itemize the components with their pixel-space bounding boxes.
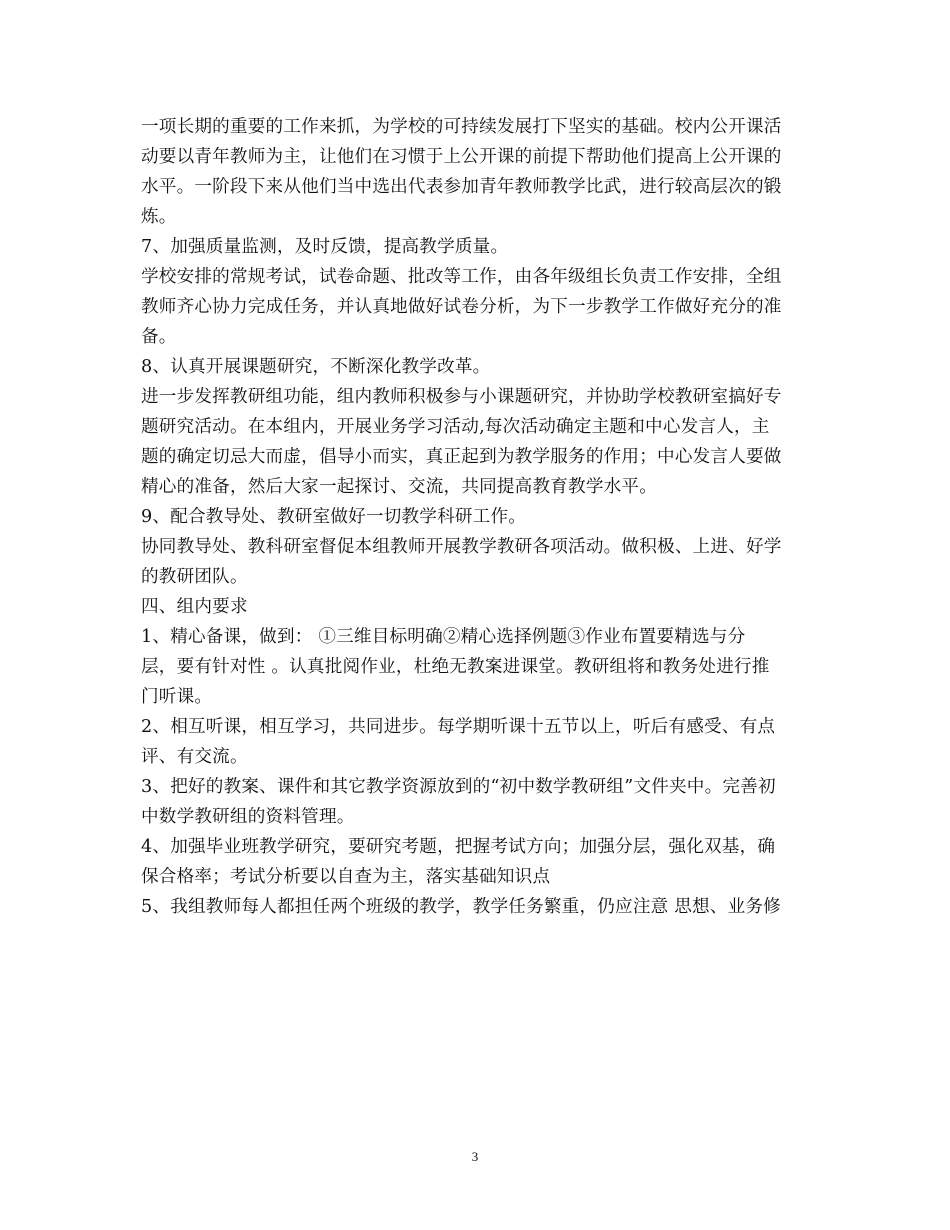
text-line: 炼。 [141,207,177,227]
section-heading: 8、认真开展课题研究，不断深化教学改革。 [141,357,491,377]
text-line: 4、加强毕业班教学研究，要研究考题，把握考试方向；加强分层，强化双基，确 [141,837,776,857]
text-line: 题的确定切忌大而虚，倡导小而实，真正起到为教学服务的作用；中心发言人要做 [141,447,782,467]
text-line: 学校安排的常规考试，试卷命题、批改等工作，由各年级组长负责工作安排，全组 [141,267,782,287]
text-line: 题研究活动。在本组内，开展业务学习活动,每次活动确定主题和中心发言人，主 [141,417,770,437]
text-line: 保合格率；考试分析要以自查为主，落实基础知识点 [141,867,551,887]
document-body [141,112,813,922]
text-line: 一项长期的重要的工作来抓，为学校的可持续发展打下坚实的基础。校内公开课活 [141,117,782,137]
text-line: 3、把好的教案、课件和其它教学资源放到的“初中数学教研组”文件夹中。完善初 [141,777,776,797]
text-line: 动要以青年教师为主，让他们在习惯于上公开课的前提下帮助他们提高上公开课的 [141,147,782,167]
page-number: 3 [471,1149,479,1164]
text-line: 协同教导处、教科研室督促本组教师开展教学教研各项活动。做积极、上进、好学 [141,537,782,557]
text-line: 层，要有针对性 。认真批阅作业，杜绝无教案进课堂。教研组将和教务处进行推 [141,657,770,677]
text-line: 备。 [141,327,177,347]
text-line: 进一步发挥教研组功能，组内教师积极参与小课题研究，并协助学校教研室搞好专 [141,387,782,407]
section-heading: 四、组内要求 [141,597,248,617]
text-line: 的教研团队。 [141,567,248,587]
section-heading: 7、加强质量监测，及时反馈，提高教学质量。 [141,237,509,257]
section-heading: 9、配合教导处、教研室做好一切教学科研工作。 [141,507,527,527]
text-line: 水平。一阶段下来从他们当中选出代表参加青年教师教学比武，进行较高层次的锻 [141,177,782,197]
text-line: 中数学教研组的资料管理。 [141,807,355,827]
text-line: 1、精心备课，做到： ①三维目标明确②精心选择例题③作业布置要精选与分 [141,627,746,647]
text-line: 教师齐心协力完成任务，并认真地做好试卷分析，为下一步教学工作做好充分的准 [141,297,782,317]
text-line: 2、相互听课，相互学习，共同进步。每学期听课十五节以上，听后有感受、有点 [141,717,776,737]
text-line: 评、有交流。 [141,747,248,767]
text-line: 门听课。 [141,687,213,707]
text-line: 精心的准备，然后大家一起探讨、交流，共同提高教育教学水平。 [141,477,658,497]
text-line: 5、我组教师每人都担任两个班级的教学，教学任务繁重，仍应注意 思想、业务修 [141,897,781,917]
